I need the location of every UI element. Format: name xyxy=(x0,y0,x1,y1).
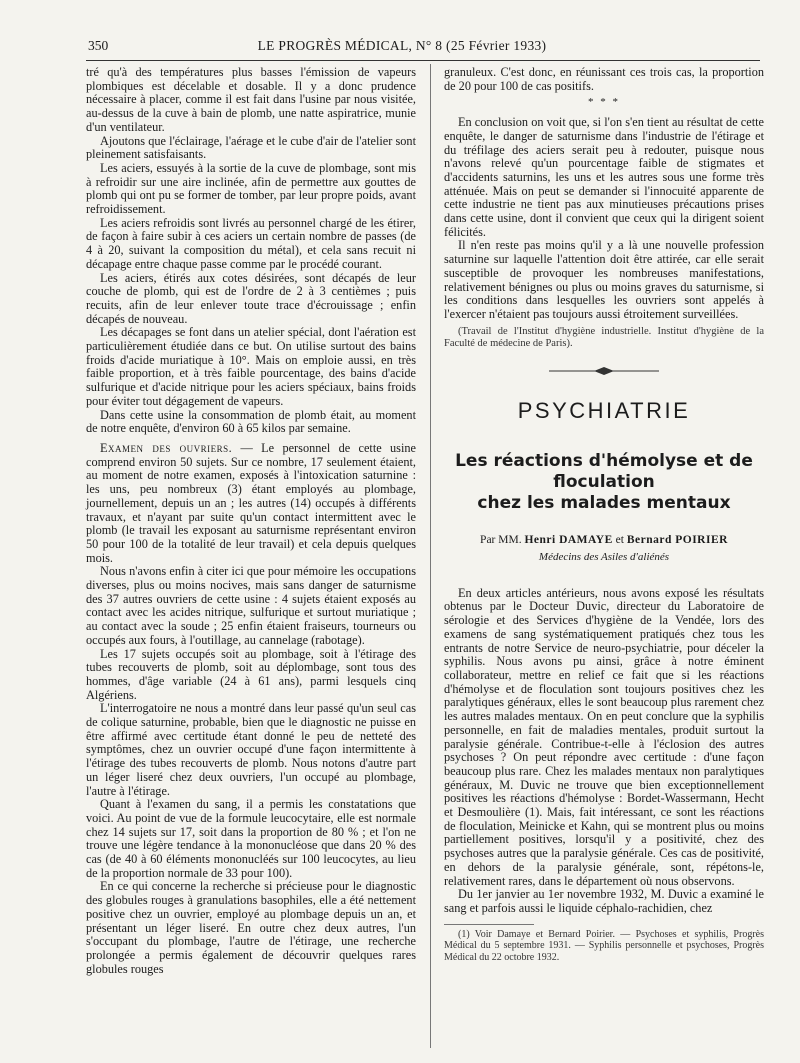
left-column xyxy=(86,66,416,976)
article-paragraph: En deux articles antérieurs, nous avons exposé les résultats obtenus par le Docteur Duvic, directeur du Laboratoire de sérologie et des Services d'hygiène de la Vendée, lors des examens de sang systématiquement pratiqués chez tous les entrants de notre Service de neuro-psychiatrie, pour déceler la syphilis. Nous avons pu ainsi, grâce à notre éminent collaborateur, mettre en relief ce fait que si les réactions d'hémolyse et de floculation sont toujours positives chez les paralytiques généraux, elles le sont beaucoup plus rarement chez les autres malades mentaux. On en peut conclure que la syphilis personnelle, en fait de maladies mentales, produit surtout la paralysie générale. Contribue-t-elle à l'éclosion des autres psychoses ? On peut répondre avec certitude : d'une façon beaucoup plus rare. Chez les malades mentaux non paralytiques généraux, M. Duvic ne trouve que bien exceptionnellement positives les réactions d'hémolyse : Bordet-Wassermann, Hecht et Desmoulière (1). Mais, fait intéressant, ce sont les réactions de floculation, Meinicke et Kahn, qui se montrent plus ou moins partiellement positives, lorsqu'il y a positivité, chez des psychoses autres que la paralysie générale. Ces cas de positivité, en dehors de la paralysie générale, sont, répétons-le, relativement rares, dans le département où nous observons. xyxy=(444,585,764,888)
paragraph: Dans cette usine la consommation de plomb était, au moment de notre enquête, d'environ 60 à 65 kilos par semaine. xyxy=(86,407,416,436)
article-title-line: chez les malades mentaux xyxy=(477,493,731,514)
footnote: (1) Voir Damaye et Bernard Poirier. — Psychoses et syphilis, Progrès Médical du 5 septembre 1931. — Syphilis personnelle et psychoses, Progrès Médical du 22 octobre 1932. xyxy=(444,928,764,963)
paragraph: L'interrogatoire ne nous a montré dans leur passé qu'un seul cas de colique saturnine, probable, bien que le diagnostic ne puisse en être affirmé avec certitude étant donné le peu de netteté des symptômes, chez un ouvrier occupé d'une façon intermittente à l'étirage des tubes recouverts de plomb. Nous notons d'autre part un léger liseré chez deux ouvriers, l'un occupé au plombage, l'autre à l'étirage. xyxy=(86,701,416,798)
page-number: 350 xyxy=(88,38,109,53)
paragraph: Les aciers, essuyés à la sortie de la cuve de plombage, sont mis à refroidir sur une aire inclinée, afin de permettre aux gouttes de plomb qui ont pu se former de tomber, par leur propre poids, avant refroidissement. xyxy=(86,160,416,217)
exam-text: — Le personnel de cette usine comprend environ 50 sujets. Sur ce nombre, 17 seulement étaient, au moment de notre examen, exposés à l'intoxication saturnine : les uns, peu nombreux (3) étant employés au plombage, journellement, depuis un an ; les autres (14) occupés à différents travaux, et n'ayant par suite qu'un contact intermittent avec le plomb (le travail les exposant au saturnisme représentant environ 50 pour 100 de la totalité de leur travail) et cela depuis quelques mois. xyxy=(86,440,416,565)
paragraph: tré qu'à des températures plus basses l'émission de vapeurs plombiques est décelable et dosable. Il y a donc prudence nécessaire à placer, comme il est fait dans l'usine par nous visitée, au-dessus de la cuve à bain de plomb, une natte aspiratrice, munie d'un ventilateur. xyxy=(86,65,416,134)
running-header xyxy=(88,38,716,60)
section-stars: * * * xyxy=(588,96,620,109)
paragraph: Les aciers, étirés aux cotes désirées, sont décapés de leur couche de plomb, qui est de l'ordre de 2 à 3 centièmes ; puis recuits, afin de leur enlever toute trace d'écrouissage ; enfin décapés de nouveau. xyxy=(86,270,416,326)
article-title-line: Les réactions d'hémolyse et de floculation xyxy=(455,451,753,493)
paragraph: Les décapages se font dans un atelier spécial, dont l'aération est particulièrement étudiée dans ce but. On utilise surtout des bains froids d'acide muriatique à 10°. Mais on emploie aussi, en très faible proportion, et à très faible pourcentage, des bains d'acide sulfurique et d'acide nitrique pour les aciers spéciaux, bains froids pour éviter tout dégagement de vapeurs. xyxy=(86,325,416,408)
running-title: LE PROGRÈS MÉDICAL, N° 8 (25 Février 1933) xyxy=(257,38,547,53)
paragraph: Nous n'avons enfin à citer ici que pour mémoire les occupations diverses, plus ou moins nocives, mais sans danger de saturnisme des 37 autres ouvriers de cette usine : 4 sujets étaient exposés au contact avec les acides nitrique, sulfurique et surtout muriatique ; au contact avec la soude ; 25 enfin étaient fraiseurs, tourneurs ou occupés aux fours, à l'outillage, au cannelage (rabotage). xyxy=(86,564,416,647)
exam-heading: Examen des ouvriers. xyxy=(100,440,233,455)
section-title: PSYCHIATRIE xyxy=(517,397,691,423)
author-affiliation: Médecins des Asiles d'aliénés xyxy=(538,551,670,564)
byline-prefix: Par MM. xyxy=(480,534,522,547)
conclusion-paragraph: Il n'en reste pas moins qu'il y a là une nouvelle profession saturnine sur laquelle l'attention doit être attirée, car elle serait susceptible de provoquer les nombreuses manifestations, relativement bénignes ou plus ou moins graves du saturnisme, si les conditions dans lesquelles les ouvriers sont appelés à l'exercer n'étaient pas toujours aussi étroitement surveillées. xyxy=(444,238,764,321)
paragraph: Quant à l'examen du sang, il a permis les constatations que voici. Au point de vue de la formule leucocytaire, elle est normale chez 14 sujets sur 17, soit dans la proportion de 80 % ; et l'on ne trouve une légère tendance à la mononucléose que dans 20 % des cas (de 40 à 60 éléments mononucléés sur 100 leucocytes, au lieu de la proportion normale de 33 pour 100). xyxy=(86,797,416,880)
exam-paragraph xyxy=(86,442,416,565)
right-column xyxy=(444,66,764,963)
paragraph: Ajoutons que l'éclairage, l'aérage et le cube d'air de l'atelier sont pleinement satisfaisants. xyxy=(86,133,416,162)
ornament-divider-icon xyxy=(549,366,659,376)
paragraph: En ce qui concerne la recherche si précieuse pour le diagnostic des globules rouges à granulations basophiles, elle a été nettement positive chez un ouvrier, employé au plombage depuis un an, et présentant un léger liseré. En outre chez deux autres, l'un s'occupant du plombage, l'autre de l'étirage, une recherche prolongée a permis également de découvrir quelques rares globules rouges xyxy=(86,879,416,976)
column-separator xyxy=(430,64,431,1048)
paragraph: Les aciers refroidis sont livrés au personnel chargé de les étirer, de façon à faire subir à ces aciers un certain nombre de passes (de 4 à 20, suivant la composition du métal), et cela sans recuit ni décapage entre chaque passe comme par le procédé courant. xyxy=(86,215,416,271)
header-rule xyxy=(86,60,760,61)
author-name: Henri DAMAYE xyxy=(524,534,613,547)
paragraph: granuleux. C'est donc, en réunissant ces trois cas, la proportion de 20 pour 100 de cas positifs. xyxy=(444,65,764,93)
author-name: Bernard POIRIER xyxy=(626,534,728,547)
paragraph: Les 17 sujets occupés soit au plombage, soit à l'étirage des tubes recouverts de plomb, soit au déplombage, sont tous des hommes, d'âge variable (24 à 61 ans), parmi lesquels cinq Algériens. xyxy=(86,646,416,702)
article-title xyxy=(444,451,764,514)
article-paragraph: Du 1er janvier au 1er novembre 1932, M. Duvic a examiné le sang et parfois aussi le liquide céphalo-rachidien, chez xyxy=(444,887,764,915)
byline xyxy=(444,534,764,548)
conclusion-paragraph: En conclusion on voit que, si l'on s'en tient au résultat de cette enquête, le danger de saturnisme dans l'industrie de l'étirage et du tréfilage des aciers serait peu à redouter, puisque nous n'avons relevé qu'un pourcentage faible de stigmates et d'accidents saturnins, les uns et les autres sous une forme très atténuée. Mais on peut se demander si l'innocuité apparente de cette industrie ne tient pas aux minutieuses précautions prises dans cette usine, dont il convient que ceux qui la dirigent soient félicités. xyxy=(444,115,764,239)
byline-and: et xyxy=(615,534,624,547)
institute-credit: (Travail de l'Institut d'hygiène industrielle. Institut d'hygiène de la Faculté de médecine de Paris). xyxy=(444,325,764,349)
footnote-rule xyxy=(444,924,534,925)
